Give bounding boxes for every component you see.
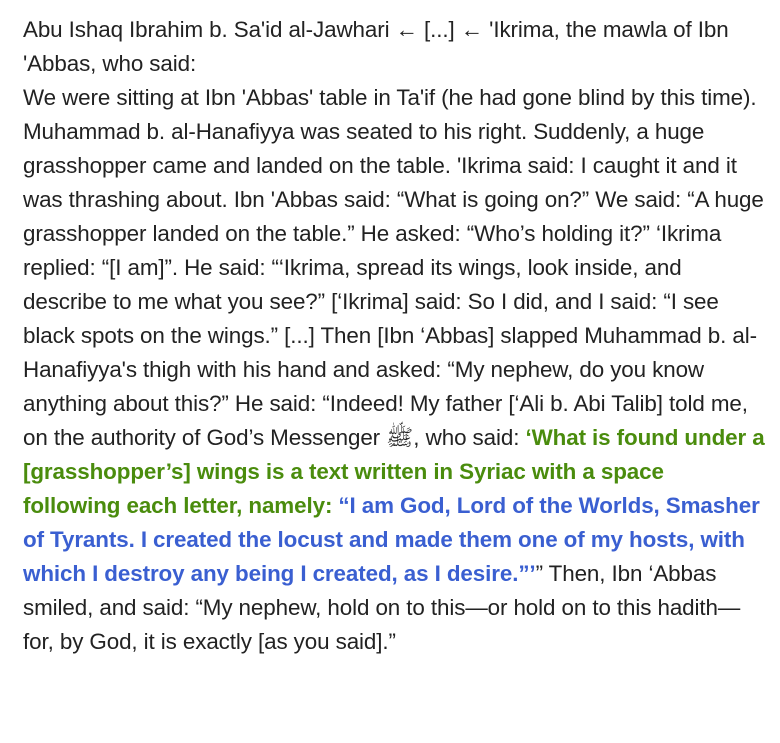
- blue-highlight-text: “I am God, Lord of the Worlds, Smasher of Tyrants. I created the locust and made them one of my hosts, with which I destroy any being I created, as I desire.”’: [23, 493, 760, 586]
- green-highlight-text: ‘What is found under a [grasshopper’s] wings is a text written in Syriac with a space following each letter, namely:: [23, 425, 765, 518]
- isnad-paragraph: [23, 13, 766, 659]
- isnad-text: Abu Ishaq Ibrahim b. Sa'id al-Jawhari ← [...] ← 'Ikrima, the mawla of Ibn 'Abbas, who said:: [23, 17, 729, 76]
- narrative-text: We were sitting at Ibn 'Abbas' table in Ta'if (he had gone blind by this time). Muhammad b. al-Hanafiyya was seated to his right. Suddenly, a huge grasshopper came and landed on the table. 'Ikrima said: I caught it and it was thrashing about. Ibn 'Abbas said: “What is going on?” We said: “A huge grasshopper landed on the table.” He asked: “Who’s holding it?” ‘Ikrima replied: “[I am]”. He said: “‘Ikrima, spread its wings, look inside, and describe to me what you see?” [‘Ikrima] said: So I did, and I said: “I see black spots on the wings.” [...] Then [Ibn ‘Abbas] slapped Muhammad b. al-Hanafiyya's thigh with his hand and asked: “My nephew, do you know anything about this?” He said: “Indeed! My father [‘Ali b. Abi Talib] told me, on the authority of God’s Messenger ﷺ, who said:: [23, 85, 764, 450]
- closing-text: ” Then, Ibn ‘Abbas smiled, and said: “My nephew, hold on to this—or hold on to this hadith— for, by God, it is exactly [as you said].”: [23, 561, 741, 654]
